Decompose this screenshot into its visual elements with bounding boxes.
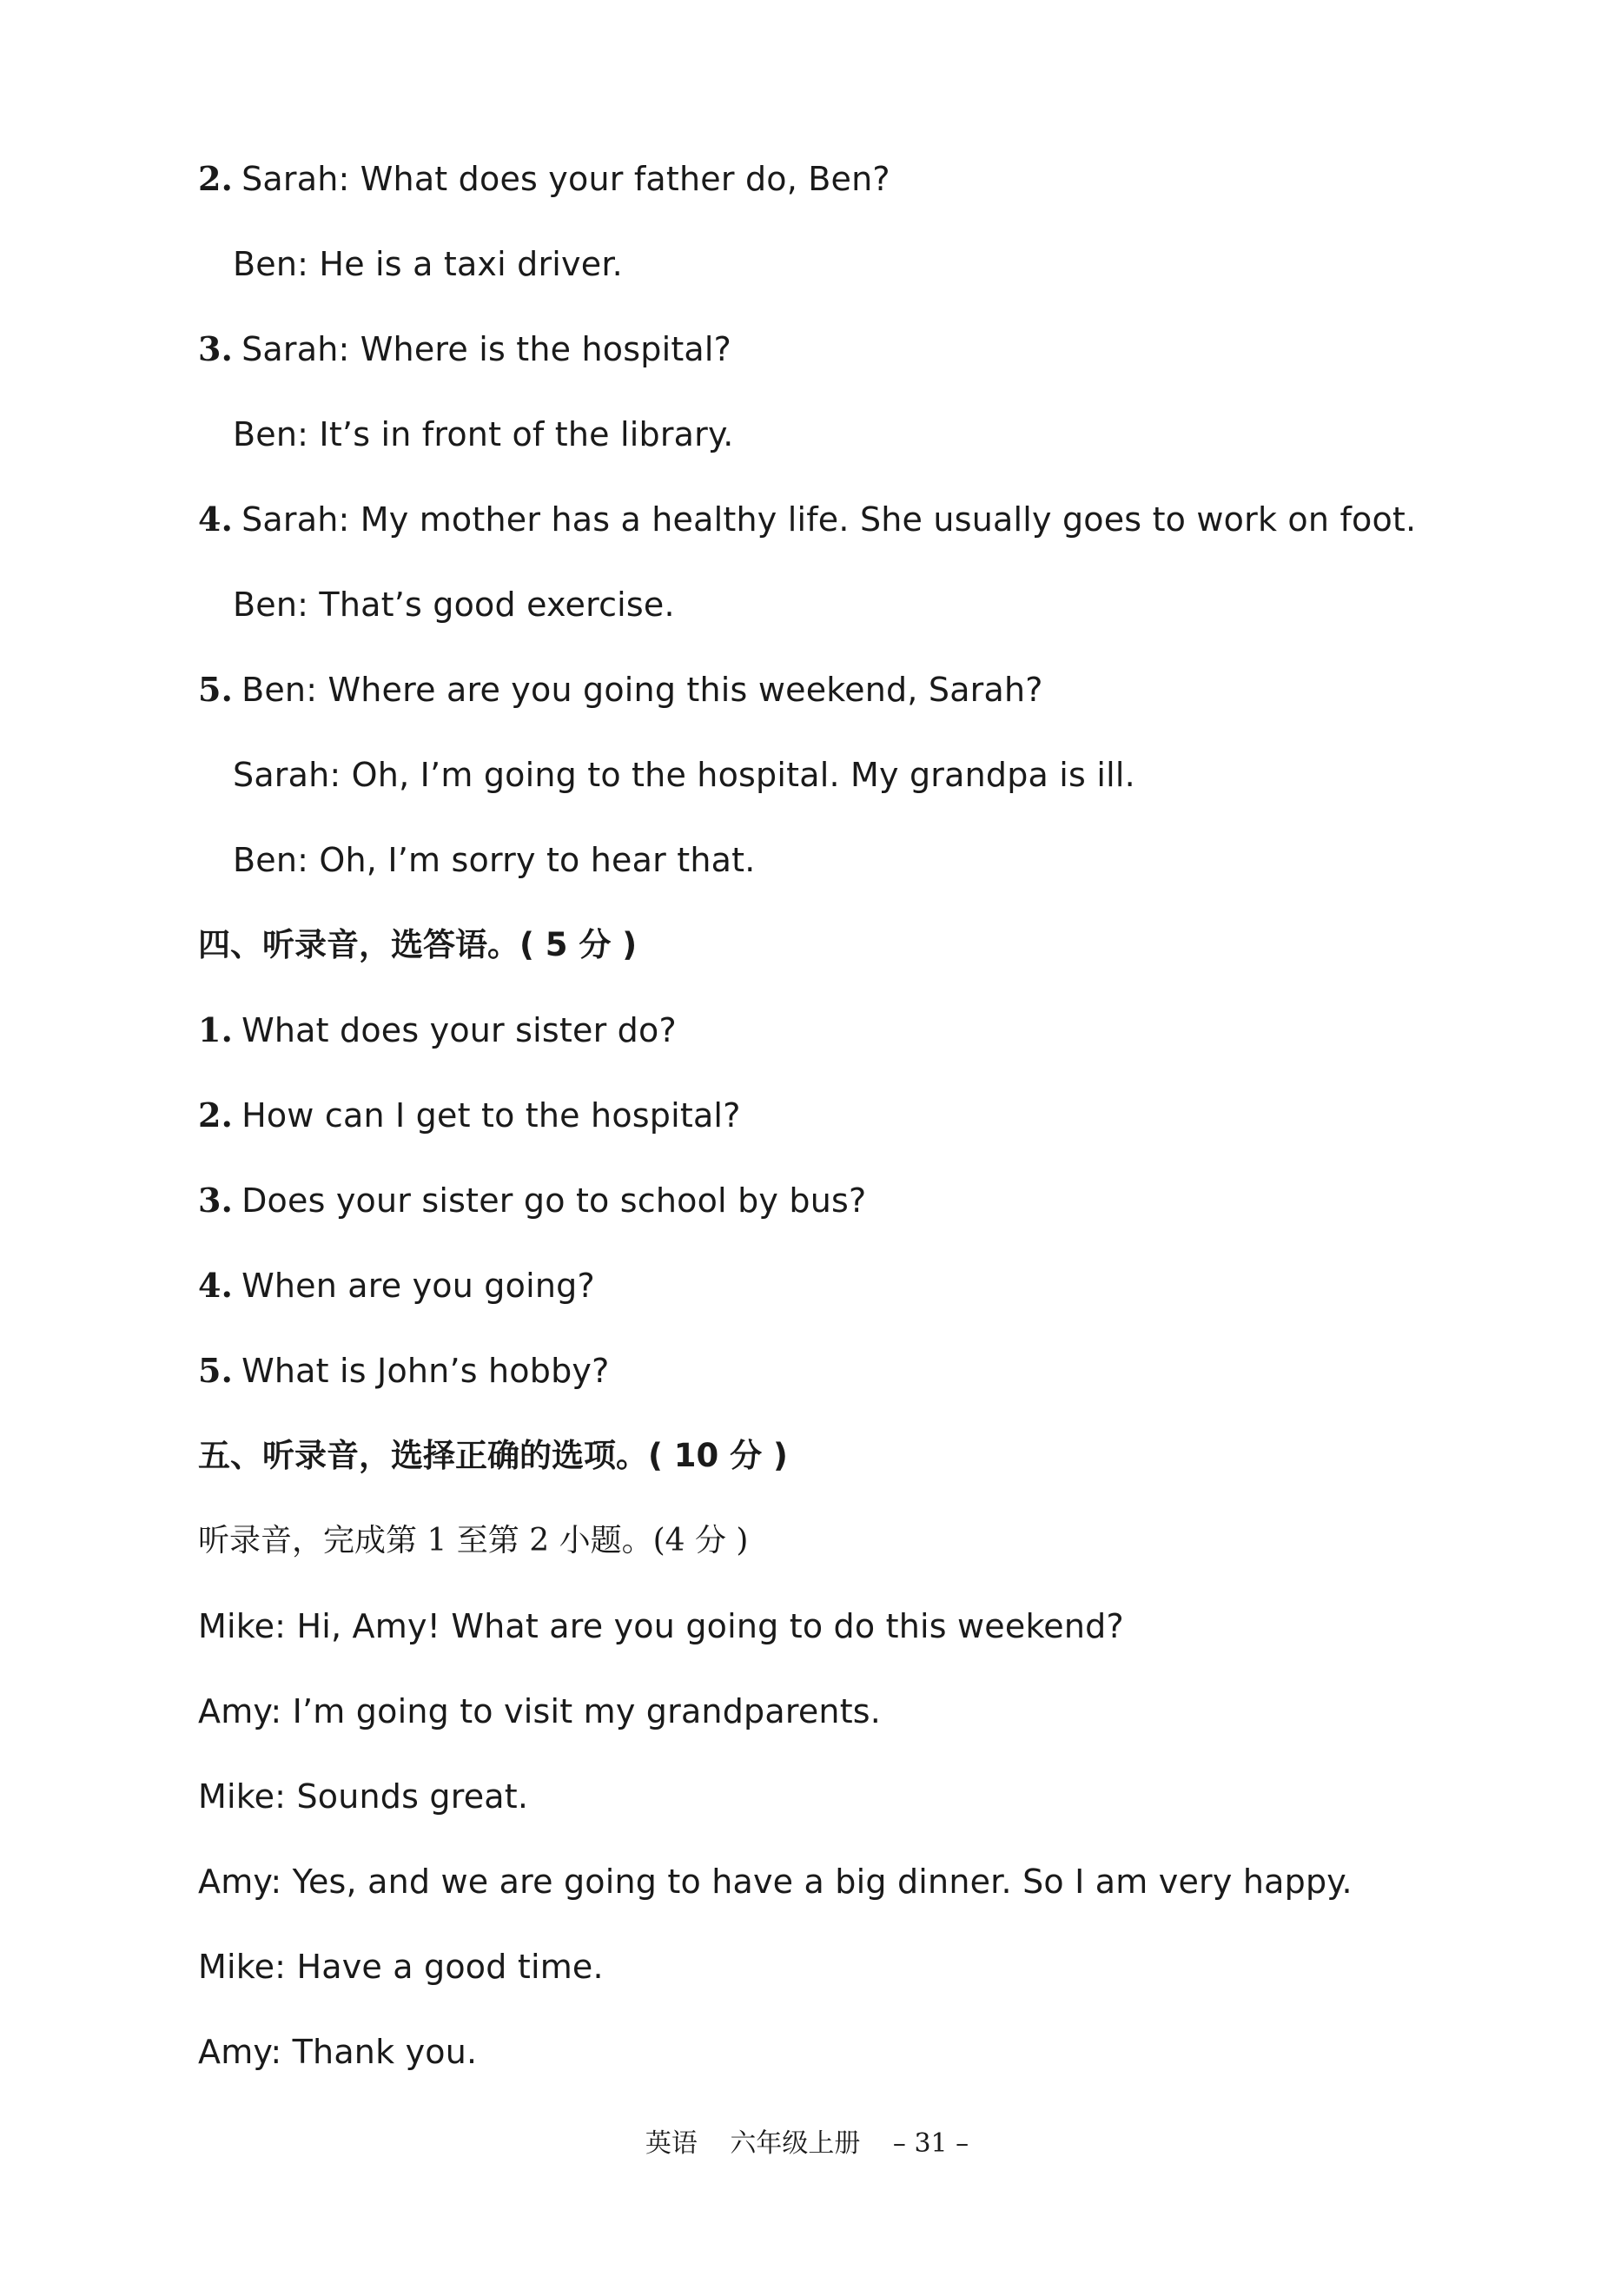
s4-item-4: [198, 1265, 595, 1307]
s3-item-3-number: 3.: [198, 329, 234, 368]
page-number: – 31 –: [892, 2128, 969, 2159]
page-footer: [0, 2127, 1614, 2161]
s3-item-2-number: 2.: [198, 159, 234, 198]
dialogue-line-3: Mike: Sounds great.: [198, 1777, 529, 1816]
section5-subheading: 听录音，完成第 1 至第 2 小题。(4 分 ): [198, 1523, 749, 1558]
dialogue-line-1: Mike: Hi, Amy! What are you going to do this weekend?: [198, 1607, 1124, 1645]
s3-item-5-line3: Ben: Oh, I’m sorry to hear that.: [233, 841, 756, 879]
dialogue-line-4: Amy: Yes, and we are going to have a big dinner. So I am very happy.: [198, 1863, 1353, 1901]
s4-item-2: [198, 1095, 741, 1136]
footer-grade: 六年级上册: [730, 2128, 861, 2159]
s4-item-3-text: Does your sister go to school by bus?: [241, 1181, 867, 1220]
s3-item-5-line1: [198, 669, 1043, 711]
s4-item-2-number: 2.: [198, 1095, 234, 1135]
s3-item-4-line1: [198, 499, 1416, 540]
s3-item-4-text: Sarah: My mother has a healthy life. She usually goes to work on foot.: [241, 500, 1417, 539]
s4-item-1: [198, 1009, 677, 1051]
s3-item-5-line2: Sarah: Oh, I’m going to the hospital. My grandpa is ill.: [233, 756, 1135, 794]
s3-item-2-line2: Ben: He is a taxi driver.: [233, 245, 623, 283]
s3-item-2-line1: [198, 158, 890, 200]
s4-item-4-number: 4.: [198, 1266, 234, 1305]
s4-item-5: [198, 1350, 609, 1392]
s4-item-1-text: What does your sister do?: [241, 1011, 677, 1049]
dialogue-line-6: Amy: Thank you.: [198, 2033, 478, 2071]
s3-item-3-line2: Ben: It’s in front of the library.: [233, 415, 734, 453]
s3-item-3-line1: [198, 328, 731, 370]
s3-item-3-text: Sarah: Where is the hospital?: [241, 330, 732, 368]
s3-item-4-line2: Ben: That’s good exercise.: [233, 586, 675, 624]
s3-item-4-number: 4.: [198, 500, 234, 539]
s4-item-2-text: How can I get to the hospital?: [241, 1096, 741, 1135]
footer-subject: 英语: [645, 2128, 698, 2159]
section4-heading: 四、听录音，选答语。( 5 分 ): [198, 926, 638, 963]
dialogue-line-2: Amy: I’m going to visit my grandparents.: [198, 1692, 882, 1730]
s3-item-5-text: Ben: Where are you going this weekend, Sarah?: [241, 671, 1043, 709]
s3-item-2-text: Sarah: What does your father do, Ben?: [241, 160, 890, 198]
s4-item-5-number: 5.: [198, 1351, 234, 1390]
s4-item-4-text: When are you going?: [241, 1267, 595, 1305]
dialogue-line-5: Mike: Have a good time.: [198, 1948, 604, 1986]
s4-item-3: [198, 1180, 866, 1221]
s3-item-5-number: 5.: [198, 670, 234, 709]
s4-item-5-text: What is John’s hobby?: [241, 1352, 610, 1390]
s4-item-1-number: 1.: [198, 1010, 234, 1049]
s4-item-3-number: 3.: [198, 1181, 234, 1220]
section5-heading: 五、听录音，选择正确的选项。( 10 分 ): [198, 1437, 788, 1474]
